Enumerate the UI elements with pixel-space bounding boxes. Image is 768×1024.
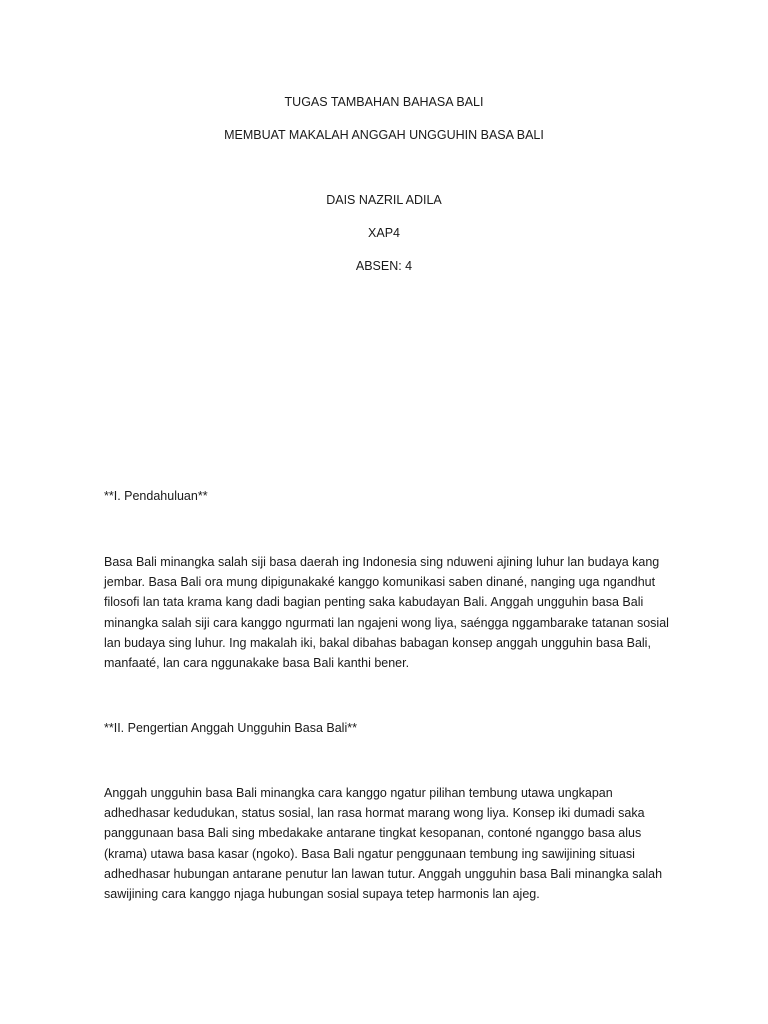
- paragraph-line: Anggah ungguhin basa Bali minangka cara kanggo ngatur pilihan tembung utawa ungkapan: [104, 786, 613, 800]
- paragraph-line: adhedhasar kedudukan, status sosial, lan rasa hormat marang wong liya. Konsep iki dumadi saka: [104, 806, 645, 821]
- paragraph-line: filosofi lan tata krama kang dadi bagian penting saka kabudayan Bali. Anggah ungguhin basa Bali: [104, 595, 644, 610]
- paragraph-line: jembar. Basa Bali ora mung dipigunakaké kanggo komunikasi saben dinané, nanging uga ngandhut: [104, 575, 656, 590]
- document-subtitle: MEMBUAT MAKALAH ANGGAH UNGGUHIN BASA BALI: [224, 128, 544, 142]
- class-label: XAP4: [368, 226, 400, 240]
- paragraph-line: minangka salah siji cara kanggo ngurmati lan ngajeni wong liya, saéngga nggambarake tatanan sosial: [104, 615, 669, 630]
- absen-label: ABSEN: 4: [355, 259, 413, 273]
- document-title: TUGAS TAMBAHAN BAHASA BALI: [284, 95, 484, 109]
- author-name: DAIS NAZRIL ADILA: [326, 193, 442, 207]
- paragraph-line: Basa Bali minangka salah siji basa daerah ing Indonesia sing nduweni ajining luhur lan budaya kang: [104, 555, 660, 569]
- section-paragraph-pendahuluan: [104, 552, 674, 673]
- paragraph-line: manfaaté, lan cara nggunakake basa Bali kanthi bener.: [104, 656, 410, 671]
- section-heading-pengertian: **II. Pengertian Anggah Ungguhin Basa Bali**: [104, 721, 357, 735]
- section-heading-pendahuluan: **I. Pendahuluan**: [104, 489, 208, 503]
- paragraph-line: adhedhasar hubungan antarane penutur lan lawan tutur. Anggah ungguhin basa Bali minangka salah: [104, 866, 663, 881]
- paragraph-line: sawijining cara kanggo njaga hubungan sosial supaya tetep harmonis lan ajeg.: [104, 887, 540, 902]
- paragraph-line: lan budaya sing luhur. Ing makalah iki, bakal dibahas babagan konsep anggah ungguhin basa Bali,: [104, 635, 651, 650]
- paragraph-line: panggunaan basa Bali sing mbedakake antarane tingkat kesopanan, contoné nganggo basa alus: [104, 826, 642, 841]
- section-paragraph-pengertian: [104, 783, 674, 904]
- paragraph-line: (krama) utawa basa kasar (ngoko). Basa Bali ngatur penggunaan tembung ing sawijining situasi: [104, 846, 635, 861]
